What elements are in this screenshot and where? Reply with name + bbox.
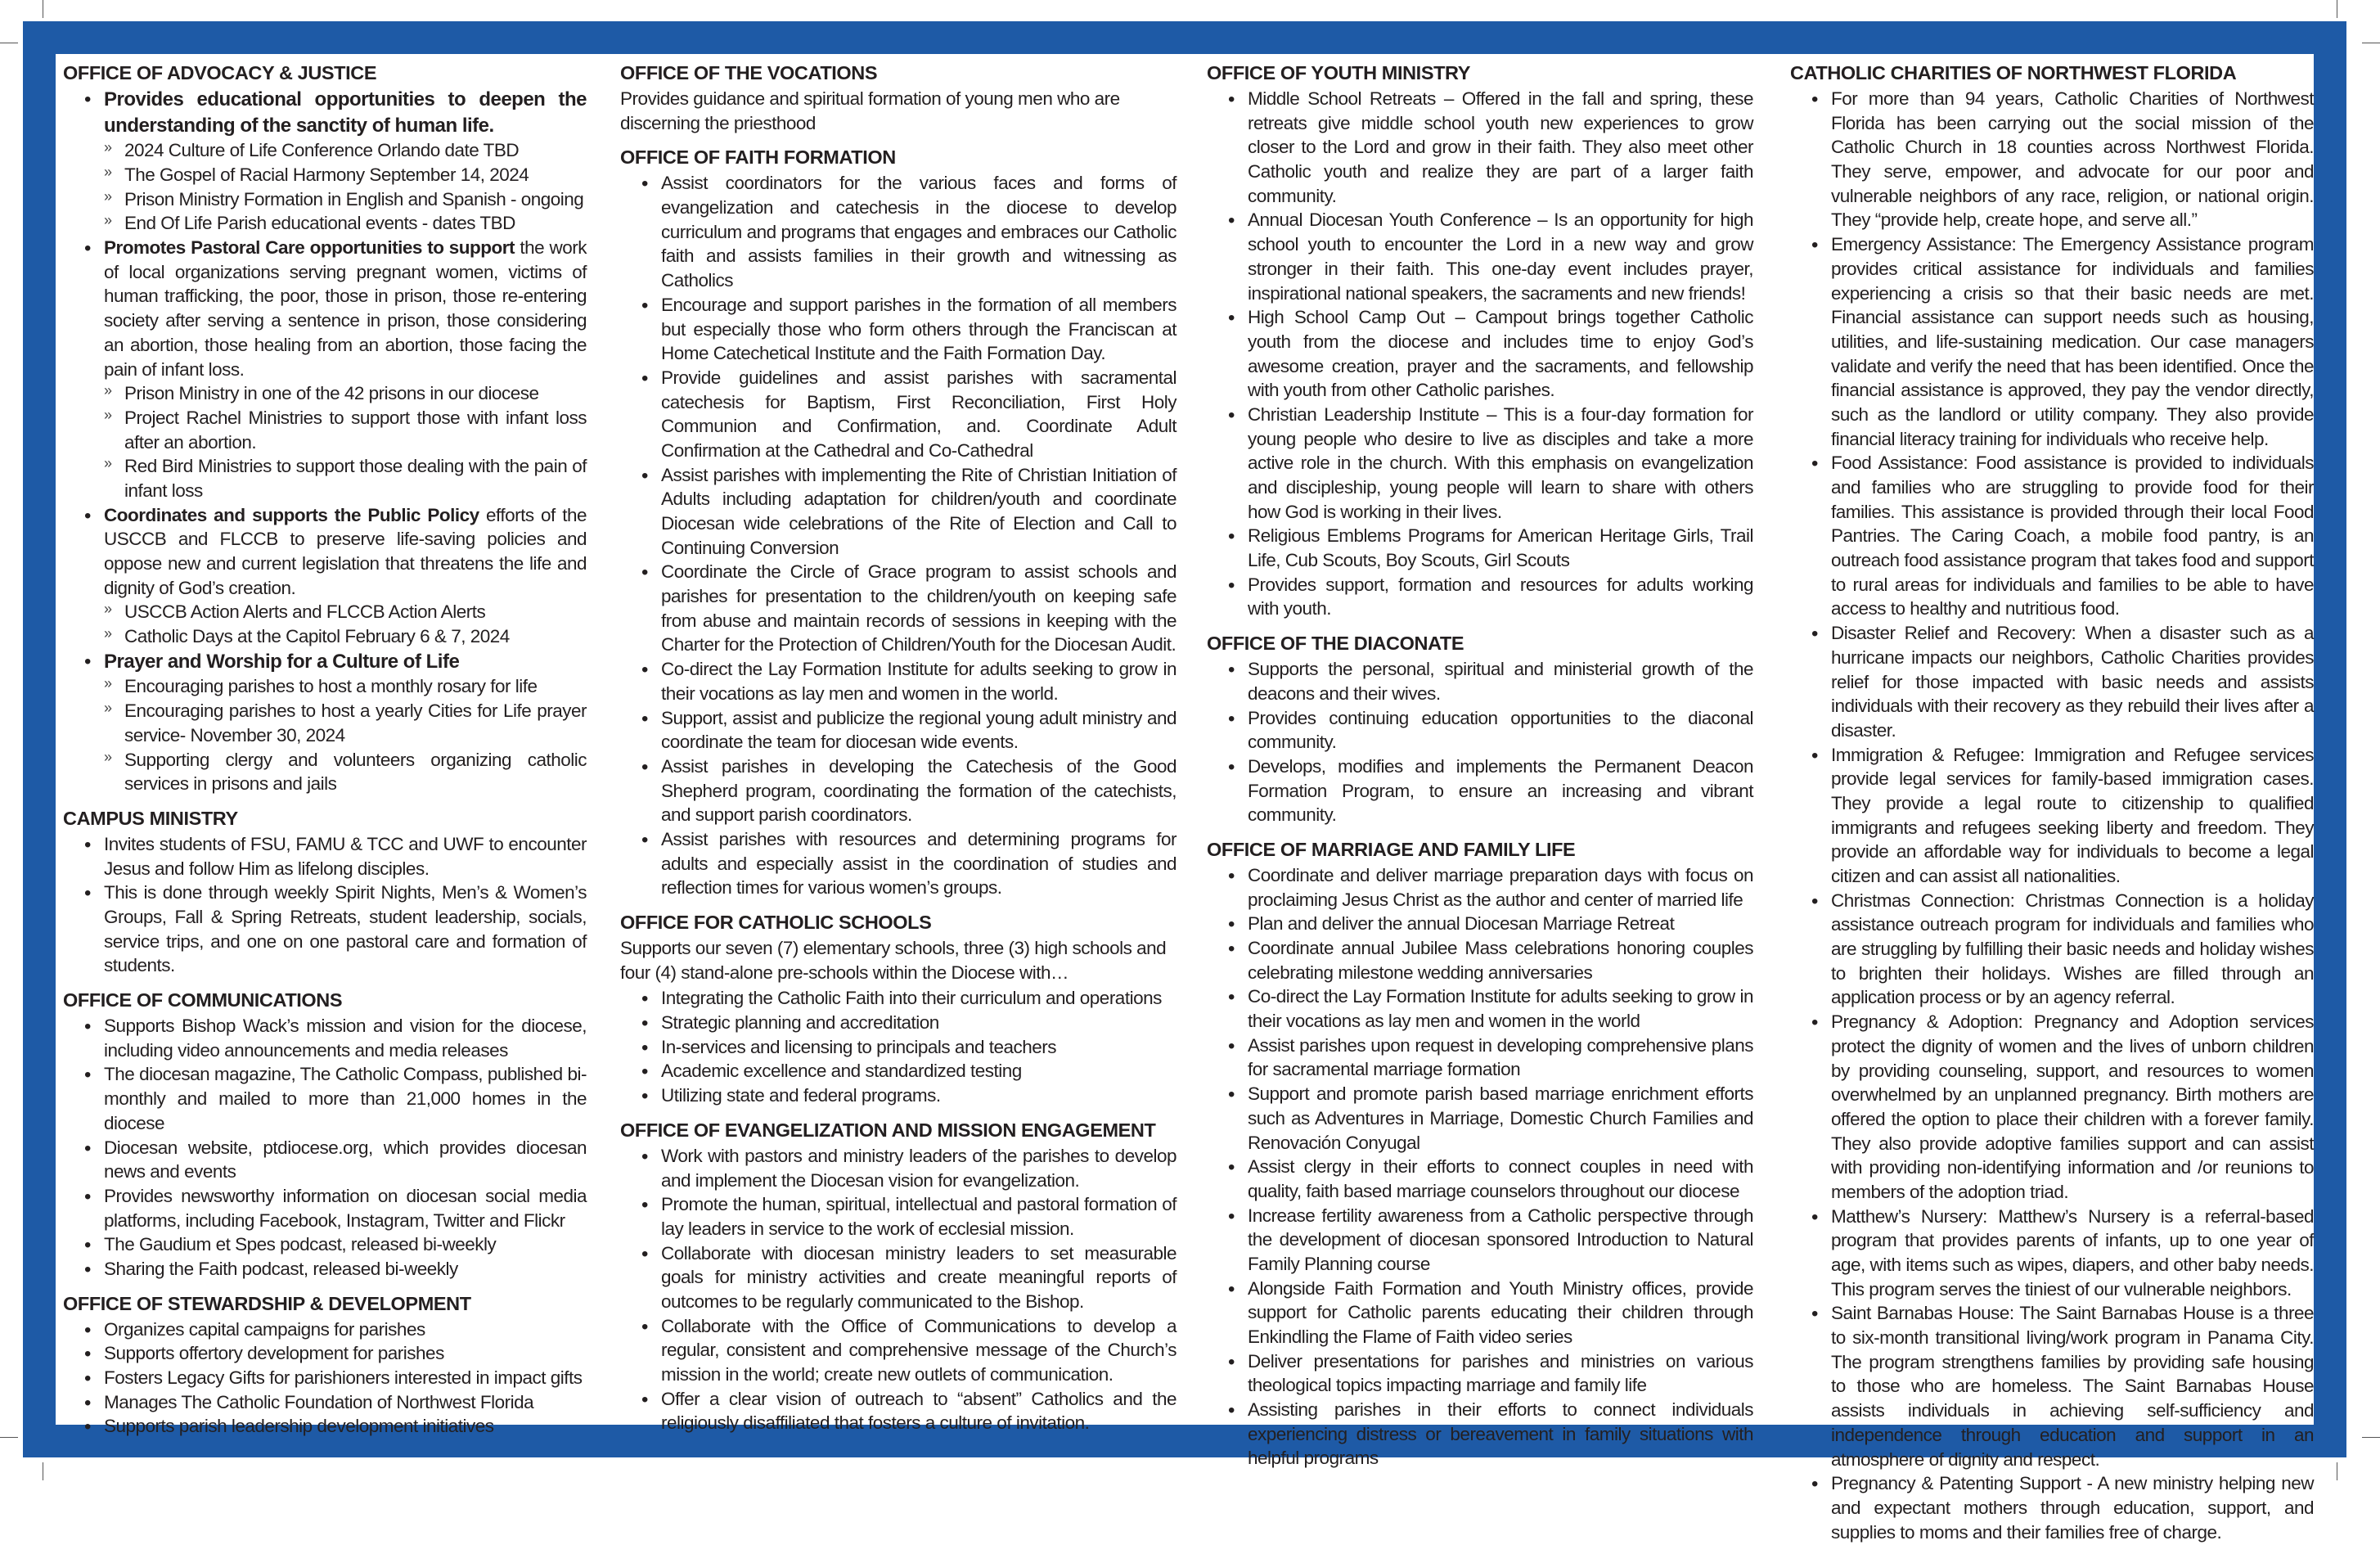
bullet-item [661, 1314, 1177, 1387]
section-title: OFFICE FOR CATHOLIC SCHOOLS [620, 912, 932, 934]
section-title: OFFICE OF MARRIAGE AND FAMILY LIFE [1207, 838, 1576, 860]
bullet-item [1248, 573, 1753, 621]
bullet-text: Pregnancy & Patenting Support - A new ministry helping new and expectant mothers through education, support, and supplies to moms and their families free of charge. [1831, 1473, 2314, 1543]
bullet-text: Integrating the Catholic Faith into their curriculum and operations [661, 988, 1162, 1009]
bullet-item [1248, 754, 1753, 827]
bullet-text: Christmas Connection: Christmas Connection is a holiday assistance outreach program for individuals and families who are struggling by fulfilling their basic needs and holiday wishes to brighten their holidays. Wishes are filled through an application process or by an agency referral. [1831, 890, 2314, 1008]
bullet-text: Coordinate annual Jubilee Mass celebrations honoring couples celebrating milestone wedding anniversaries [1248, 938, 1753, 983]
bullet-item [1248, 1277, 1753, 1349]
section-intro: Provides guidance and spiritual formation of young men who are discerning the priesthood [620, 88, 1120, 133]
sub-item: » Catholic Days at the Capitol February 6 & 7, 2024 [124, 624, 587, 649]
bullet-text: Co-direct the Lay Formation Institute for adults seeking to grow in their vocations as lay men and women in the world [1248, 986, 1753, 1032]
sub-item: » The Gospel of Racial Harmony September 14, 2024 [124, 163, 587, 187]
bullet-item [661, 657, 1177, 705]
bullet-list [1207, 863, 1753, 1471]
bullet-text: Saint Barnabas House: The Saint Barnabas House is a three to six-month transitional living/work program in Panama City. The program strengthens families by providing safe housing to those who are homeless. The Saint Barnabas House assists individuals in achieving self-sufficiency and independence through education and support in an atmosphere of dignity and respect. [1831, 1303, 2314, 1470]
bullet-text: Assisting parishes in their efforts to connect individuals experiencing distress or bereavement in family situations with helpful programs [1248, 1399, 1753, 1469]
bullet-item [1248, 524, 1753, 572]
bullet-text: Supports parish leadership development initiatives [104, 1416, 494, 1437]
bullet-text: Academic excellence and standardized testing [661, 1061, 1022, 1082]
bullet-text: In-services and licensing to principals and teachers [661, 1036, 1057, 1057]
section-office-of-evangelization-and-mission-engagement [620, 1118, 1177, 1435]
bullet-item [661, 463, 1177, 561]
bullet-item [1248, 1349, 1753, 1398]
section-title: OFFICE OF FAITH FORMATION [620, 146, 896, 169]
bullet-item [1831, 232, 2314, 451]
bullet-item [104, 1366, 587, 1390]
section-intro: Supports our seven (7) elementary schools, three (3) high schools and four (4) stand-alone pre-schools within the Diocese with… [620, 938, 1167, 983]
bullet-lead: Promotes Pastoral Care opportunities to support [104, 237, 515, 259]
sub-item: » Supporting clergy and volunteers organizing catholic services in prisons and jails [124, 748, 587, 796]
sub-item: » Encouraging parishes to host a yearly Cities for Life prayer service- November 30, 2024 [124, 699, 587, 747]
bullet-text: Emergency Assistance: The Emergency Assistance program provides critical assistance for individuals and families experiencing a crisis so that their basic needs are met. Financial assistance can support needs such as housing, utilities, and life-sustaining medication. Our case managers validate and verify the need that has been identified. Once the financial assistance is approved, they pay the vendor directly, such as the landlord or utility company. They also provide financial literacy training for individuals who receive help. [1831, 234, 2314, 449]
section-office-of-communications [63, 988, 587, 1281]
bullet-item [1248, 912, 1753, 936]
sub-item: » USCCB Action Alerts and FLCCB Action Alerts [124, 600, 587, 624]
sub-item: » Red Bird Ministries to support those dealing with the pain of infant loss [124, 454, 587, 502]
bullet-list [1790, 87, 2314, 1544]
bullet-item [104, 1136, 587, 1184]
column-4 [1790, 61, 2314, 1554]
bullet-item [104, 881, 587, 978]
bullet-item [661, 1035, 1177, 1060]
bullet-text: Provides newsworthy information on diocesan social media platforms, including Facebook, Instagram, Twitter and Flickr [104, 1185, 587, 1231]
section-office-of-faith-formation [620, 145, 1177, 900]
bullet-text: Immigration & Refugee: Immigration and Refugee services provide legal services for family-based immigration cases. They provide a legal route to citizenship to qualified immigrants and refugees seeking liberty and freedom. They provide an affordable way for individuals to become a legal citizen and can assist all nationalities. [1831, 744, 2314, 887]
section-office-of-marriage-and-family-life [1207, 837, 1753, 1471]
bullet-text: Disaster Relief and Recovery: When a disaster such as a hurricane impacts our neighbors, Catholic Charities provides relief for those impacted with basic needs and assists individuals with their recovery as they rebuild their lives after a disaster. [1831, 623, 2314, 741]
bullet-text: Supports offertory development for parishes [104, 1343, 444, 1364]
bullet-item [661, 1083, 1177, 1108]
bullet-item [104, 1414, 587, 1439]
bullet-text: High School Camp Out – Campout brings together Catholic youth from the diocese and includes time to enjoy God’s awesome creation, prayer and the sacraments, and fellowship with youth from other Catholic parishes. [1248, 307, 1753, 401]
bullet-item [1248, 1082, 1753, 1155]
bullet-text: Provides continuing education opportunities to the diaconal community. [1248, 707, 1753, 753]
bullet-item [661, 171, 1177, 292]
sub-item: » Project Rachel Ministries to support those with infant loss after an abortion. [124, 406, 587, 454]
bullet-item [661, 1144, 1177, 1192]
bullet-text: Alongside Faith Formation and Youth Ministry offices, provide support for Catholic parents educating their children through Enkindling the Flame of Faith video series [1248, 1277, 1753, 1348]
bullet-item [1248, 305, 1753, 403]
bullet-text: Offer a clear vision of outreach to “absent” Catholics and the religiously disaffiliated that fosters a culture of invitation. [661, 1388, 1177, 1434]
section-title: OFFICE OF THE VOCATIONS [620, 62, 878, 83]
section-title: OFFICE OF STEWARDSHIP & DEVELOPMENT [63, 1292, 471, 1314]
bullet-item [104, 649, 587, 796]
bullet-text: Coordinate the Circle of Grace program to assist schools and parishes for presentation to the children/youth on keeping safe from abuse and maintain records of sessions in keeping with the Charter for the Protection of Children/Youth for the Diocesan Audit. [661, 561, 1177, 655]
bullet-item [104, 1184, 587, 1232]
bullet-text: Religious Emblems Programs for American Heritage Girls, Trail Life, Cub Scouts, Boy Scouts, Girl Scouts [1248, 525, 1753, 571]
bullet-text: Invites students of FSU, FAMU & TCC and UWF to encounter Jesus and follow Him as lifelong disciples. [104, 833, 587, 879]
bullet-text: Assist parishes with implementing the Rite of Christian Initiation of Adults including adaptation for children/youth and coordinate Diocesan wide celebrations of the Rite of Election and Call to Continuing Conversion [661, 464, 1177, 558]
sub-list [104, 674, 587, 795]
section-title: CAMPUS MINISTRY [63, 807, 238, 829]
bullet-text: Assist coordinators for the various faces and forms of evangelization and catechesis in the diocese to develop curriculum and programs that engages and embraces our Catholic faith and assists families in their growth and witnessing as Catholics [661, 173, 1177, 291]
section-title: OFFICE OF ADVOCACY & JUSTICE [63, 62, 377, 83]
bullet-item [104, 1341, 587, 1366]
bullet-list [63, 87, 587, 796]
sub-item: » Encouraging parishes to host a monthly rosary for life [124, 674, 587, 699]
bullet-text: Encourage and support parishes in the formation of all members but especially those who form others through the Franciscan at Home Catechetical Institute and the Faith Formation Day. [661, 294, 1177, 364]
bullet-list [620, 171, 1177, 900]
sub-item: » Prison Ministry in one of the 42 prisons in our diocese [124, 381, 587, 406]
bullet-text: Assist parishes in developing the Catechesis of the Good Shepherd program, coordinating the formation of the catechists, and support parish coordinators. [661, 755, 1177, 826]
bullet-item [661, 986, 1177, 1011]
bullet-text: Food Assistance: Food assistance is provided to individuals and families who are struggling to provide food for their families. This assistance is provided through their local Food Pantries. The Caring Coach, a mobile food pantry, is an outreach food assistance program that takes food and support to rural areas for individuals and families to be able to have access to healthy and nutritious food. [1831, 453, 2314, 619]
bullet-item [1248, 863, 1753, 912]
bullet-text: Promote the human, spiritual, intellectual and pastoral formation of lay leaders in service to the work of ecclesial mission. [661, 1194, 1177, 1239]
bullet-item [1248, 1398, 1753, 1471]
column-3 [1207, 61, 1753, 1480]
bullet-text: Organizes capital campaigns for parishes [104, 1318, 425, 1340]
sub-item: » Prison Ministry Formation in English and Spanish - ongoing [124, 187, 587, 212]
bullet-text: Christian Leadership Institute – This is a four-day formation for young people who desire to live as disciples and take a more active role in the church. With this emphasis on evangelization and discipleship, young people will learn to share with others how God is working in their lives. [1248, 403, 1753, 522]
bullet-item [661, 560, 1177, 657]
bullet-text: This is done through weekly Spirit Nights, Men’s & Women’s Groups, Fall & Spring Retreats, student leadership, socials, service trips, and one on one pastoral care and formation of students. [104, 882, 587, 976]
section-office-of-youth-ministry [1207, 61, 1753, 621]
bullet-item [661, 1059, 1177, 1083]
bullet-item [1248, 87, 1753, 208]
bullet-item [661, 754, 1177, 827]
section-title: CATHOLIC CHARITIES OF NORTHWEST FLORIDA [1790, 62, 2237, 83]
bullet-item [661, 1241, 1177, 1314]
section-title: OFFICE OF YOUTH MINISTRY [1207, 62, 1471, 83]
bullet-text: Assist parishes with resources and determining programs for adults and especially assist in the coordination of studies and reflection times for various women’s groups. [661, 828, 1177, 899]
bullet-text: Middle School Retreats – Offered in the fall and spring, these retreats give middle school youth new experiences to grow closer to the Lord and grow in their faith. They also meet other Catholic youth and realize they are part of a larger faith community. [1248, 88, 1753, 206]
bullet-text: Diocesan website, ptdiocese.org, which provides diocesan news and events [104, 1137, 587, 1182]
column-1 [63, 61, 587, 1448]
section-office-of-the-diaconate [1207, 631, 1753, 827]
sub-list [104, 381, 587, 502]
bullet-list [620, 1144, 1177, 1435]
bullet-item [104, 87, 587, 236]
bullet-item [104, 1014, 587, 1062]
bullet-lead: Provides educational opportunities to deepen the understanding of the sanctity of human life. [104, 88, 587, 137]
bullet-item [1831, 1205, 2314, 1302]
bullet-item [661, 1192, 1177, 1241]
bullet-text: Matthew’s Nursery: Matthew’s Nursery is a referral-based program that provides parents of infants, up to one year of age, with items such as wipes, diapers, and other baby needs. This program serves the tiniest of our vulnerable neighbors. [1831, 1205, 2314, 1300]
bullet-text: Co-direct the Lay Formation Institute for adults seeking to grow in their vocations as lay men and women in the world. [661, 659, 1177, 704]
bullet-text: Support, assist and publicize the regional young adult ministry and coordinate the team for diocesan wide events. [661, 707, 1177, 753]
section-office-of-advocacy-justice [63, 61, 587, 796]
bullet-item [104, 1257, 587, 1281]
section-campus-ministry [63, 806, 587, 978]
bullet-item [104, 1390, 587, 1415]
bullet-item [1831, 1471, 2314, 1544]
section-office-of-stewardship-development [63, 1291, 587, 1439]
bullet-lead: Coordinates and supports the Public Policy [104, 504, 479, 525]
bullet-text: Manages The Catholic Foundation of Northwest Florida [104, 1391, 534, 1412]
bullet-item [104, 832, 587, 881]
bullet-text: Fosters Legacy Gifts for parishioners interested in impact gifts [104, 1367, 583, 1389]
bullet-text: Provide guidelines and assist parishes with sacramental catechesis for Baptism, First Reconciliation, First Holy Communion and Confirmation, and. Coordinate Adult Confirmation at the Cathedral and Co-Cathedral [661, 367, 1177, 461]
bullet-item [661, 706, 1177, 754]
bullet-item [661, 366, 1177, 463]
bullet-text: The Gaudium et Spes podcast, released bi-weekly [104, 1234, 497, 1255]
bullet-item [1831, 1010, 2314, 1205]
bullet-list [1207, 87, 1753, 621]
bullet-item [104, 503, 587, 649]
section-title: OFFICE OF THE DIACONATE [1207, 633, 1464, 655]
bullet-item [1831, 743, 2314, 889]
bullet-item [1248, 984, 1753, 1033]
section-title: OFFICE OF COMMUNICATIONS [63, 989, 343, 1011]
bullet-text: Supports the personal, spiritual and ministerial growth of the deacons and their wives. [1248, 659, 1753, 704]
bullet-item [661, 827, 1177, 900]
bullet-list [63, 832, 587, 978]
brochure-panel [56, 54, 2314, 1543]
bullet-item [1248, 706, 1753, 754]
bullet-item [1248, 657, 1753, 705]
bullet-text: Support and promote parish based marriage enrichment efforts such as Adventures in Marriage, Domestic Church Families and Renovación Conyugal [1248, 1083, 1753, 1153]
bullet-item [1831, 451, 2314, 621]
section-office-of-the-vocations [620, 61, 1177, 135]
bullet-item [1248, 208, 1753, 305]
bullet-text: Assist parishes upon request in developing comprehensive plans for sacramental marriage formation [1248, 1034, 1753, 1080]
bullet-item [104, 1062, 587, 1135]
sub-item: » 2024 Culture of Life Conference Orlando date TBD [124, 138, 587, 163]
column-2 [620, 61, 1177, 1445]
bullet-item [661, 1011, 1177, 1035]
bullet-list [1207, 657, 1753, 827]
bullet-item [104, 1318, 587, 1342]
bullet-lead: Prayer and Worship for a Culture of Life [104, 650, 460, 673]
crop-mark [2362, 1437, 2380, 1438]
bullet-item [1831, 87, 2314, 232]
bullet-text: Pregnancy & Adoption: Pregnancy and Adoption services protect the dignity of women and the lives of unborn children by providing counseling, support, and resources to women overwhelmed by an unplanned pregnancy. Birth mothers are offered the option to place their children with a forever family. They also provide adoptive families support and can assist with providing non-identifying information and /or reunions to members of the adoption triad. [1831, 1011, 2314, 1202]
bullet-text: For more than 94 years, Catholic Charities of Northwest Florida has been carrying out the social mission of the Catholic Church in 18 counties across Northwest Florida. They serve, empower, and advocate for our poor and vulnerable neighbors of any race, religion, or national origin. They “provide help, create hope, and serve all.” [1831, 88, 2314, 231]
bullet-text: Coordinate and deliver marriage preparation days with focus on proclaiming Jesus Christ as the author and center of married life [1248, 864, 1753, 910]
bullet-item [1831, 889, 2314, 1010]
sub-item: » End Of Life Parish educational events - dates TBD [124, 211, 587, 236]
bullet-text: Plan and deliver the annual Diocesan Marriage Retreat [1248, 913, 1675, 935]
section-office-for-catholic-schools [620, 910, 1177, 1108]
bullet-text: Utilizing state and federal programs. [661, 1085, 941, 1106]
section-catholic-charities-of-northwest-florida [1790, 61, 2314, 1544]
bullet-item [1248, 1034, 1753, 1082]
bullet-list [63, 1014, 587, 1281]
bullet-text: Supports Bishop Wack’s mission and vision for the diocese, including video announcements and media releases [104, 1016, 587, 1061]
bullet-text: Increase fertility awareness from a Catholic perspective through the development of diocesan sponsored Introduction to Natural Family Planning course [1248, 1205, 1753, 1274]
sub-list [104, 600, 587, 648]
bullet-text: Work with pastors and ministry leaders of the parishes to develop and implement the Diocesan vision for evangelization. [661, 1145, 1177, 1191]
bullet-text: the work of local organizations serving pregnant women, victims of human trafficking, the poor, those in prison, those re-entering society after serving a sentence in prison, those considering an abortion, those healing from an abortion, those facing the pain of infant loss. [104, 237, 587, 380]
bullet-item [661, 1387, 1177, 1435]
bullet-text: Provides support, formation and resources for adults working with youth. [1248, 574, 1753, 619]
bullet-item [1248, 1204, 1753, 1277]
bullet-item [661, 293, 1177, 366]
bullet-text: Assist clergy in their efforts to connect couples in need with quality, faith based marriage counselors throughout our diocese [1248, 1156, 1753, 1201]
bullet-item [1248, 936, 1753, 984]
bullet-text: Develops, modifies and implements the Permanent Deacon Formation Program, to ensure an increasing and vibrant community. [1248, 755, 1753, 826]
bullet-item [1248, 1155, 1753, 1203]
bullet-text: Strategic planning and accreditation [661, 1012, 939, 1034]
bullet-text: The diocesan magazine, The Catholic Compass, published bi-monthly and mailed to more than 21,000 homes in the diocese [104, 1064, 587, 1133]
bullet-text: Collaborate with diocesan ministry leaders to set measurable goals for ministry activities and create meaningful reports of outcomes to be regularly communicated to the Bishop. [661, 1242, 1177, 1312]
bullet-item [1831, 621, 2314, 742]
crop-mark [0, 1437, 18, 1438]
bullet-item [1831, 1301, 2314, 1471]
bullet-item [104, 236, 587, 503]
bullet-text: Annual Diocesan Youth Conference – Is an opportunity for high school youth to encounter the Lord in a new way and grow stronger in their faith. This one-day event includes prayer, inspirational national speakers, the sacraments and new friends! [1248, 209, 1753, 304]
bullet-item [104, 1232, 587, 1257]
bullet-text: Collaborate with the Office of Communications to develop a regular, consistent and comprehensive message of the Church’s mission in the world; create new outlets of communication. [661, 1315, 1177, 1385]
bullet-text: Sharing the Faith podcast, released bi-weekly [104, 1258, 458, 1279]
bullet-list [63, 1318, 587, 1439]
bullet-item [1248, 403, 1753, 524]
bullet-text: efforts of the USCCB and FLCCB to preserve life-saving policies and oppose new and current legislation that threatens the life and dignity of God’s creation. [104, 504, 587, 598]
sub-list [104, 138, 587, 236]
bullet-list [620, 986, 1177, 1107]
bullet-text: Deliver presentations for parishes and ministries on various theological topics impacting marriage and family life [1248, 1350, 1753, 1396]
section-title: OFFICE OF EVANGELIZATION AND MISSION ENGAGEMENT [620, 1119, 1156, 1141]
